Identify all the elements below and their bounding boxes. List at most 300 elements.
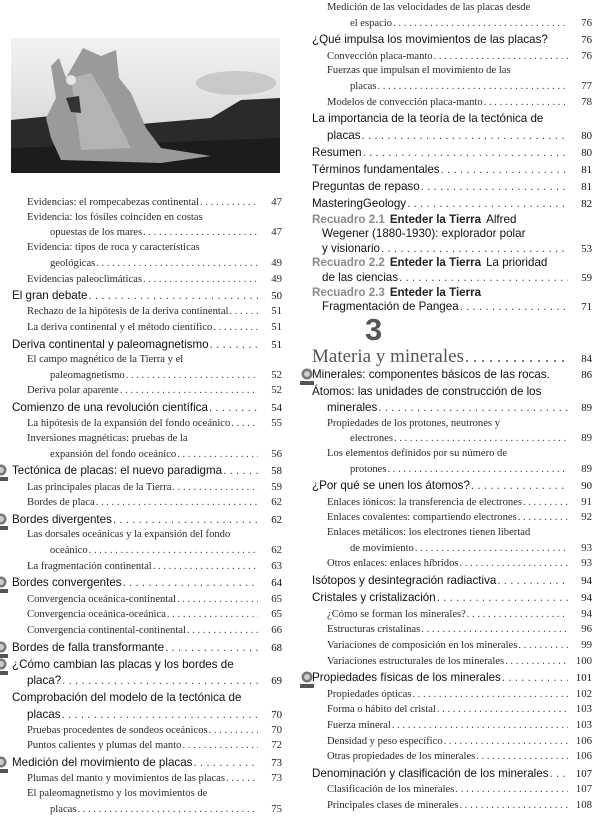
dot-leader (460, 557, 569, 572)
dot-leader (231, 417, 258, 432)
toc-entry[interactable] (12, 723, 282, 739)
dot-leader (89, 544, 258, 559)
dot-leader (455, 783, 568, 798)
entry-title: Medición del movimiento de placas (12, 756, 193, 770)
page-number: 70 (271, 708, 282, 721)
page-number: 94 (581, 592, 592, 605)
entry-title: La deriva continental y el método científico (27, 322, 213, 334)
toc-entry[interactable] (312, 32, 592, 48)
page-number: 94 (581, 607, 592, 620)
entry-title: El gran debate (12, 289, 88, 303)
toc-entry-line (327, 495, 592, 511)
dot-leader (505, 655, 568, 670)
toc-entry[interactable] (312, 145, 592, 161)
toc-entry[interactable] (312, 1, 592, 31)
toc-entry[interactable] (312, 179, 592, 195)
entry-title: placas (27, 707, 61, 721)
toc-entry-line (12, 657, 282, 673)
dot-leader (123, 575, 258, 591)
page-number: 51 (271, 321, 282, 334)
entry-title: Wegener (1880-1930): explorador polar (322, 227, 526, 241)
toc-entry-line (27, 211, 282, 226)
toc-entry[interactable] (312, 495, 592, 511)
dot-leader (226, 772, 258, 787)
dot-leader (77, 803, 258, 817)
toc-entry[interactable] (312, 49, 592, 65)
toc-entry[interactable] (312, 607, 592, 623)
page-number: 80 (581, 146, 592, 159)
dot-leader (177, 593, 258, 608)
entry-title: Fragmentación de Pangea (322, 300, 459, 314)
toc-entry[interactable] (312, 687, 592, 703)
toc-entry[interactable] (12, 495, 282, 511)
dot-leader (62, 673, 258, 689)
entry-title: Comprobación del modelo de la tectónica de (12, 691, 242, 705)
toc-entry-line (312, 573, 592, 589)
page-number: 82 (581, 198, 592, 211)
geology-media-icon[interactable] (0, 576, 8, 594)
toc-entry-line (312, 196, 592, 212)
geology-media-icon[interactable] (0, 641, 8, 659)
page-number: 100 (575, 654, 592, 667)
toc-entry-line (27, 543, 282, 559)
toc-entry-line (327, 79, 592, 95)
toc-entry[interactable] (12, 528, 282, 558)
toc-entry-line (27, 495, 282, 511)
page-number: 94 (581, 575, 592, 588)
toc-entry[interactable] (312, 654, 592, 670)
toc-entry-line (12, 707, 282, 723)
entry-title: El paleomagnetismo y los movimientos de (27, 788, 208, 800)
page-number: 71 (581, 301, 592, 314)
toc-entry[interactable] (12, 623, 282, 639)
page-number: 52 (271, 384, 282, 397)
toc-entry-line (327, 49, 592, 65)
entry-title: Cristales y cristalización (312, 591, 436, 605)
toc-entry-line (327, 798, 592, 814)
entry-title: Las dorsales oceánicas y la expansión del fondo (27, 529, 231, 541)
page-number: 56 (271, 447, 282, 460)
toc-entry-line (312, 367, 592, 383)
toc-entry-line (27, 738, 282, 754)
dot-leader (421, 179, 568, 195)
box-number: Recuadro 2.3 (312, 285, 385, 299)
toc-entry-line (12, 337, 282, 353)
page-number: 47 (271, 196, 282, 208)
toc-entry[interactable] (12, 592, 282, 608)
page-number: 65 (271, 592, 282, 605)
geology-media-icon[interactable] (0, 658, 8, 676)
entry-title: Bordes de falla transformante (12, 640, 165, 654)
toc-entry[interactable] (12, 738, 282, 754)
toc-entry-line (327, 749, 592, 765)
toc-entry-line (12, 512, 282, 528)
entry-title: El campo magnético de la Tierra y el (27, 354, 184, 366)
page-number: 51 (271, 305, 282, 318)
dot-leader (471, 478, 568, 494)
toc-entry-line (327, 638, 592, 654)
toc-entry[interactable] (12, 400, 282, 416)
entry-title: Deriva continental y paleomagnetismo (12, 337, 209, 351)
toc-entry-line (327, 734, 592, 750)
entry-title: Términos fundamentales (312, 163, 440, 177)
entry-title: placas (327, 128, 361, 142)
toc-entry-line (27, 353, 282, 368)
entry-title: Enlaces covalentes: compartiendo electrones (327, 512, 517, 524)
toc-entry-line (327, 687, 592, 703)
dot-leader (153, 560, 258, 575)
dot-leader (421, 623, 568, 638)
page-number: 91 (581, 495, 592, 508)
toc-entry[interactable] (312, 384, 592, 416)
dot-leader (465, 349, 568, 367)
toc-entry[interactable] (312, 417, 592, 447)
toc-entry[interactable] (12, 304, 282, 320)
toc-entry-line (312, 128, 592, 144)
dot-leader (407, 196, 568, 212)
entry-title: Otros enlaces: enlaces híbridos (327, 558, 459, 570)
toc-entry[interactable] (12, 383, 282, 399)
toc-entry-line (327, 654, 592, 670)
page-number: 62 (271, 496, 282, 509)
box-series: Enteder la Tierra (389, 256, 482, 270)
toc-entry-line (312, 271, 592, 286)
dot-leader (437, 590, 568, 606)
toc-entry-line (12, 640, 282, 656)
toc-entry-line (327, 510, 592, 526)
toc-entry-line (27, 528, 282, 543)
dot-leader (210, 337, 258, 353)
entry-title: Inversiones magnéticas: pruebas de la (27, 433, 188, 445)
page-number: 49 (271, 272, 282, 285)
entry-title: ¿Cómo se forman los minerales? (327, 608, 466, 620)
entry-title: La prioridad (486, 256, 548, 270)
toc-entry-line (12, 755, 282, 771)
toc-entry-line (312, 179, 592, 195)
chapter-title-entry[interactable] (312, 346, 592, 368)
entry-title: Bordes convergentes (12, 576, 122, 590)
entry-title: Pruebas procedentes de sondeos oceánicos (27, 724, 208, 736)
page-number: 81 (581, 164, 592, 177)
dot-leader (209, 724, 258, 739)
toc-entry[interactable] (312, 556, 592, 572)
entry-title: paleomagnetismo (50, 369, 125, 381)
entry-title: Alfred (486, 212, 517, 226)
page-number: 50 (271, 290, 282, 303)
page-number: 54 (271, 402, 282, 415)
dot-leader (177, 448, 258, 463)
page-number: 51 (271, 338, 282, 351)
page-number: 59 (271, 480, 282, 493)
entry-title: el espacio (350, 17, 393, 29)
toc-entry-line (327, 526, 592, 541)
page-number: 107 (575, 783, 592, 796)
toc-entry-line (312, 286, 592, 301)
entry-title: de movimiento (350, 542, 414, 554)
dot-leader (172, 481, 258, 496)
box-series: Enteder la Tierra (389, 285, 482, 299)
dot-leader (223, 463, 258, 479)
entry-title: Propiedades ópticas (327, 688, 412, 700)
toc-entry[interactable] (312, 510, 592, 526)
entry-title: placa? (27, 674, 62, 688)
toc-entry[interactable] (12, 640, 282, 656)
entry-title: Evidencias: el rompecabezas continental (27, 197, 200, 208)
toc-entry-line (27, 592, 282, 608)
page-number: 49 (271, 256, 282, 269)
toc-entry-line (27, 787, 282, 802)
geology-media-icon[interactable] (0, 756, 8, 774)
page-number: 89 (581, 462, 592, 475)
toc-entry[interactable] (12, 657, 282, 689)
entry-title: Preguntas de repaso (312, 180, 420, 194)
dot-leader (484, 96, 568, 111)
page-number: 78 (581, 95, 592, 108)
entry-title: geológicas (50, 257, 96, 269)
toc-entry-line (312, 400, 592, 416)
toc-entry[interactable] (312, 670, 592, 686)
toc-entry-line (12, 463, 282, 479)
dot-leader (230, 305, 259, 320)
toc-entry[interactable] (312, 367, 592, 383)
toc-entry[interactable] (12, 288, 282, 304)
sidebar-box-entry[interactable] (312, 213, 592, 257)
entry-title: Enlaces metálicos: los electrones tienen libertad (327, 527, 531, 539)
entry-title: Convergencia continental-continental (27, 624, 186, 636)
entry-title: Densidad y peso específico (327, 735, 443, 747)
dot-leader (381, 242, 568, 257)
toc-entry[interactable] (312, 590, 592, 606)
toc-entry-line (327, 95, 592, 111)
sidebar-box-entry[interactable] (312, 256, 592, 285)
dot-leader (497, 573, 568, 589)
toc-entry[interactable] (12, 559, 282, 575)
page-number: 53 (581, 242, 592, 255)
toc-entry-line (327, 702, 592, 718)
page-number: 69 (271, 675, 282, 688)
dot-leader (165, 640, 258, 656)
toc-entry-line (327, 718, 592, 734)
page-number: 81 (581, 181, 592, 194)
entry-title: Resumen (312, 145, 362, 159)
toc-entry[interactable] (312, 766, 592, 782)
dot-leader (460, 300, 568, 315)
toc-entry-line (27, 272, 282, 288)
dot-leader (518, 511, 568, 526)
entry-title: ¿Cómo cambian las placas y los bordes de (12, 657, 234, 671)
entry-title: Propiedades de los protones, neutrones y (327, 417, 500, 429)
toc-entry[interactable] (312, 196, 592, 212)
entry-title: Evidencias paleoclimáticas (27, 273, 143, 285)
entry-title: La hipótesis de la expansión del fondo oceánico (27, 418, 231, 430)
entry-title: protones (350, 463, 387, 475)
page-number: 58 (271, 465, 282, 478)
toc-entry-line (312, 145, 592, 161)
entry-title: Principales clases de minerales (327, 799, 459, 811)
toc-entry[interactable] (12, 575, 282, 591)
dot-leader (143, 273, 258, 288)
toc-entry[interactable] (12, 241, 282, 271)
toc-entry[interactable] (12, 432, 282, 462)
toc-entry[interactable] (312, 64, 592, 94)
toc-entry-line (312, 590, 592, 606)
toc-entry-line (327, 1, 592, 16)
toc-entry-line (327, 417, 592, 432)
toc-right-column (312, 1, 592, 315)
toc-entry[interactable] (312, 526, 592, 556)
entry-title: Evidencia: tipos de roca y características (27, 242, 200, 254)
toc-entry[interactable] (12, 337, 282, 353)
page-number: 72 (271, 739, 282, 752)
entry-title: Átomos: las unidades de construcción de los (312, 385, 542, 399)
dot-leader (96, 257, 258, 272)
entry-title: Clasificación de los minerales (327, 784, 455, 796)
entry-title: Convergencia oceánica-continental (27, 593, 176, 605)
page-number: 93 (581, 557, 592, 570)
page-number: 107 (575, 768, 592, 781)
toc-entry-line (12, 690, 282, 706)
dot-leader (200, 196, 258, 211)
toc-entry[interactable] (12, 787, 282, 817)
entry-title: Otras propiedades de los minerales (327, 751, 476, 763)
dot-leader (393, 17, 568, 32)
entry-title: y visionario (322, 241, 380, 255)
dot-leader (412, 688, 568, 703)
toc-entry[interactable] (12, 771, 282, 787)
entry-title: Medición de las velocidades de las placas desde (327, 2, 531, 13)
entry-title: Denominación y clasificación de los minerales (312, 767, 549, 781)
dot-leader (392, 719, 568, 734)
box-number: Recuadro 2.1 (312, 212, 385, 226)
entry-title: La fragmentación continental (27, 560, 152, 572)
toc-entry[interactable] (312, 718, 592, 734)
toc-entry[interactable] (12, 480, 282, 496)
entry-title: Rechazo de la hipótesis de la deriva continental (27, 306, 229, 318)
toc-entry-line (327, 622, 592, 638)
dot-leader (444, 735, 568, 750)
entry-title: minerales (327, 401, 378, 415)
dot-leader (437, 703, 568, 718)
toc-entry-line (312, 227, 592, 242)
geology-media-icon[interactable] (0, 513, 8, 531)
toc-entry[interactable] (12, 416, 282, 432)
entry-title: Convección placa-manto (327, 50, 433, 62)
toc-entry-line (327, 447, 592, 462)
entry-title: Deriva polar aparente (27, 385, 119, 397)
toc-entry-line (312, 670, 592, 686)
page-number: 73 (271, 772, 282, 785)
entry-title: Plumas del manto y movimientos de las placas (27, 773, 226, 785)
toc-entry[interactable] (12, 607, 282, 623)
toc-entry[interactable] (312, 162, 592, 178)
toc-entry[interactable] (312, 573, 592, 589)
toc-entry[interactable] (312, 782, 592, 798)
toc-entry[interactable] (312, 447, 592, 477)
toc-entry[interactable] (312, 622, 592, 638)
toc-entry-line (327, 541, 592, 557)
toc-entry-line (27, 320, 282, 336)
toc-entry[interactable] (12, 353, 282, 383)
toc-entry[interactable] (312, 749, 592, 765)
page-number: 76 (581, 34, 592, 47)
toc-entry[interactable] (312, 478, 592, 494)
toc-entry-line (12, 288, 282, 304)
dot-leader (182, 739, 258, 754)
toc-entry[interactable] (12, 320, 282, 336)
page-number: 47 (271, 226, 282, 239)
entry-title: de las ciencias (322, 271, 399, 285)
toc-entry[interactable] (312, 702, 592, 718)
toc-entry-line (327, 607, 592, 623)
toc-entry[interactable] (312, 734, 592, 750)
sidebar-box-entry[interactable] (312, 286, 592, 315)
toc-entry-line (27, 623, 282, 639)
entry-title: Tectónica de placas: el nuevo paradigma (12, 464, 223, 478)
toc-entry[interactable] (12, 211, 282, 241)
toc-entry[interactable] (312, 798, 592, 814)
page-number: 59 (581, 272, 592, 285)
dot-leader (399, 271, 568, 286)
dot-leader (96, 496, 258, 511)
entry-title: Convergencia oceánica-oceánica (27, 609, 166, 621)
toc-entry-line (12, 673, 282, 689)
entry-title: placas (350, 81, 377, 93)
toc-entry-line (312, 242, 592, 257)
entry-title: Bordes de placa (27, 497, 95, 509)
chapter-number: 3 (365, 312, 383, 347)
page-number: 64 (271, 577, 282, 590)
entry-title: Isótopos y desintegración radiactiva (312, 574, 497, 588)
page-number: 77 (581, 80, 592, 93)
toc-entry[interactable] (12, 195, 282, 211)
geology-media-icon[interactable] (0, 464, 8, 482)
entry-title: ¿Qué impulsa los movimientos de las placas? (312, 33, 548, 47)
box-number: Recuadro 2.2 (312, 256, 385, 270)
toc-entry-line (12, 575, 282, 591)
toc-entry-line (27, 225, 282, 241)
dot-leader (187, 624, 258, 639)
toc-entry-line (27, 383, 282, 399)
dot-leader (460, 799, 569, 814)
entry-title: Variaciones de composición en los minerales (327, 639, 518, 651)
page-number: 66 (271, 623, 282, 636)
toc-entry[interactable] (12, 690, 282, 722)
entry-title: expansión del fondo oceánico (50, 448, 177, 460)
toc-entry[interactable] (312, 111, 592, 143)
toc-entry[interactable] (312, 95, 592, 111)
toc-entry-line (327, 16, 592, 32)
dot-leader (434, 50, 568, 65)
entry-title: placas (50, 803, 77, 815)
dot-leader (126, 369, 258, 384)
toc-entry[interactable] (12, 512, 282, 528)
toc-entry-line (27, 607, 282, 623)
toc-entry[interactable] (12, 272, 282, 288)
toc-entry-line (27, 368, 282, 384)
toc-entry-line (312, 256, 592, 271)
toc-entry[interactable] (312, 638, 592, 654)
dot-leader (377, 80, 568, 95)
dot-leader (467, 608, 568, 623)
toc-entry[interactable] (12, 463, 282, 479)
toc-entry-line (327, 431, 592, 447)
page-number: 89 (581, 432, 592, 445)
entry-title: Variaciones estructurales de los minerales (327, 655, 505, 667)
entry-title: Fuerzas que impulsan el movimiento de las (327, 65, 511, 77)
page-number: 75 (271, 802, 282, 815)
page-number: 68 (271, 641, 282, 654)
toc-entry[interactable] (12, 755, 282, 771)
